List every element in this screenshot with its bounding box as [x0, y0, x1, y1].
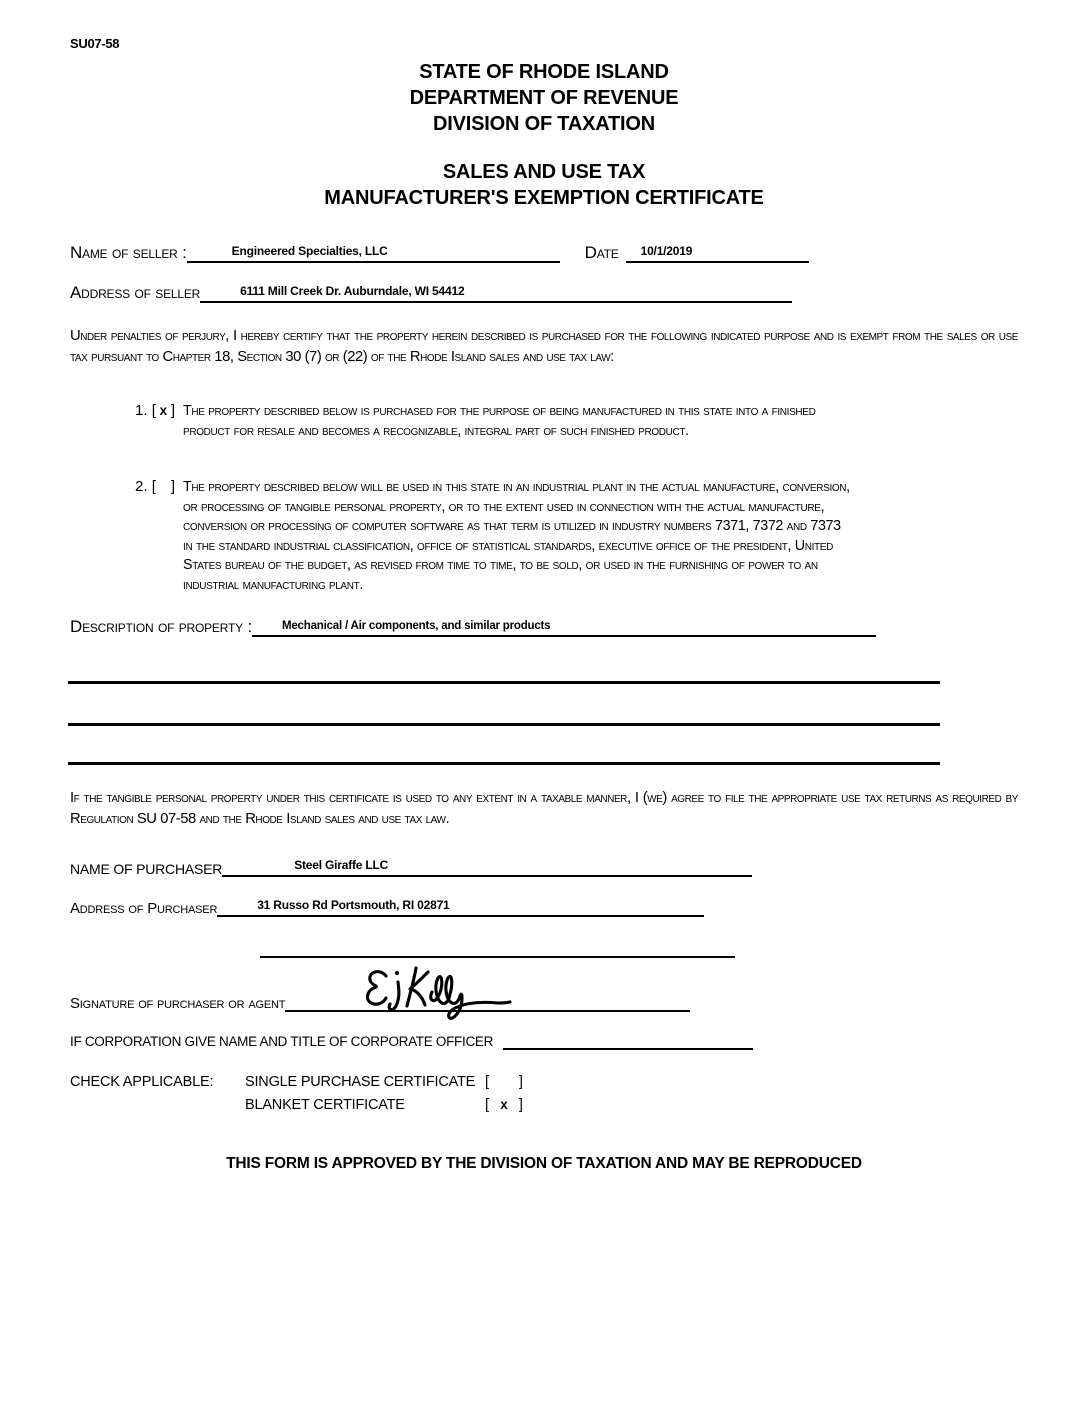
item-1: [135, 402, 875, 441]
option-blanket-label: BLANKET CERTIFICATE: [245, 1097, 405, 1113]
bracket-open: [: [485, 1074, 489, 1090]
form-title-line-2: MANUFACTURER'S EXEMPTION CERTIFICATE: [324, 187, 764, 209]
description-label: Description of property :: [70, 617, 252, 637]
signature-label: Signature of purchaser or agent: [70, 994, 286, 1012]
bracket-close: ]: [170, 402, 176, 419]
corporate-officer-row: [70, 1034, 753, 1050]
seller-name-row: [70, 242, 809, 263]
purchaser-name-label: NAME OF PURCHASER: [70, 860, 223, 877]
item-1-checkbox-mark: x: [159, 403, 168, 418]
item-2: [135, 478, 875, 595]
seller-address-field: [200, 282, 792, 303]
option-blanket-mark: x: [500, 1097, 508, 1112]
item-2-text: The property described below will be used in this state in an industrial plant in the actual manufacture, conversion, or processing of tangible personal property, or to the extent used in connection with the actual manufacture, conversion or processing of computer software as that term is utilized in industry numbers 7371, 7372 and 7373 in the standard industrial classification, office of statistical standards, executive office of the president, United States bureau of the budget, as revised from time to time, to be sold, or used in the furnishing of power to an industrial manufacturing plant.: [183, 479, 850, 593]
purchaser-name-field: [222, 856, 752, 877]
agency-line-2: DEPARTMENT OF REVENUE: [409, 87, 679, 109]
form-title-line-1: SALES AND USE TAX: [442, 161, 646, 183]
option-single-purchase-checkbox: [485, 1074, 523, 1090]
item-1-head: [135, 402, 175, 441]
purchaser-address-blank-line: [260, 956, 735, 958]
purchaser-address-field: [217, 896, 704, 917]
description-blank-line-1: [68, 681, 940, 684]
item-1-number: 1.: [135, 402, 148, 419]
agency-line-1: STATE OF RHODE ISLAND: [419, 61, 669, 83]
bracket-close: ]: [518, 1074, 523, 1090]
footer-approval-text: THIS FORM IS APPROVED BY THE DIVISION OF TAXATION AND MAY BE REPRODUCED: [226, 1155, 862, 1172]
description-field: [252, 616, 876, 637]
purchaser-address-row: [70, 896, 704, 917]
seller-name-label: Name of seller :: [70, 243, 187, 263]
option-single-purchase-label: SINGLE PURCHASE CERTIFICATE: [245, 1074, 476, 1090]
bracket-open: [: [151, 402, 156, 419]
form-title: [0, 159, 1088, 211]
bracket-close: ]: [170, 478, 176, 495]
form-number: SU07-58: [70, 36, 120, 51]
corporate-officer-label: IF CORPORATION GIVE NAME AND TITLE OF CORPORATE OFFICER: [70, 1034, 494, 1050]
item-2-number: 2.: [135, 478, 148, 495]
seller-name-value: Engineered Specialties, LLC: [231, 244, 388, 258]
check-applicable-label: CHECK APPLICABLE:: [70, 1074, 214, 1090]
seller-address-label: Address of seller: [70, 283, 201, 303]
seller-address-row: [70, 282, 792, 303]
description-blank-line-2: [68, 723, 940, 726]
option-blanket-checkbox: [485, 1097, 523, 1113]
purchaser-address-value: 31 Russo Rd Portsmouth, RI 02871: [257, 898, 450, 912]
item-1-text: The property described below is purchased for the purpose of being manufactured in this state into a finished product for resale and becomes a recognizable, integral part of such finished product.: [183, 403, 816, 439]
date-value: 10/1/2019: [640, 244, 693, 258]
description-row: [70, 616, 876, 637]
description-value: Mechanical / Air components, and similar products: [281, 620, 551, 632]
seller-name-field: [187, 242, 560, 263]
purchaser-name-row: [70, 856, 752, 877]
certify-paragraph: Under penalties of perjury, I hereby certify that the property herein described is purchased for the following indicated purpose and is exempt from the sales or use tax pursuant to Chapter 18, Section 30 (7) or (22) of the Rhode Island sales and use tax law:: [70, 328, 1018, 365]
bracket-open: [: [485, 1097, 489, 1113]
seller-address-value: 6111 Mill Creek Dr. Auburndale, WI 54412: [240, 284, 465, 298]
agency-line-3: DIVISION OF TAXATION: [433, 113, 655, 135]
bracket-close: ]: [518, 1097, 523, 1113]
taxable-use-paragraph: If the tangible personal property under this certificate is used to any extent in a taxable manner, I (we) agree to file the appropriate use tax returns as required by Regulation SU 07-58 and the Rhode Island sales and use tax law.: [70, 790, 1018, 827]
bracket-open: [: [151, 478, 156, 495]
corporate-officer-field: [503, 1034, 753, 1050]
date-label: Date: [584, 243, 619, 263]
purchaser-name-value: Steel Giraffe LLC: [294, 858, 389, 872]
purchaser-address-label: Address of Purchaser: [70, 899, 218, 917]
item-2-head: [135, 478, 175, 595]
description-blank-line-3: [68, 762, 940, 765]
date-field: [626, 242, 809, 263]
signature-handwriting-icon: [352, 960, 527, 1024]
agency-header: [0, 59, 1088, 137]
